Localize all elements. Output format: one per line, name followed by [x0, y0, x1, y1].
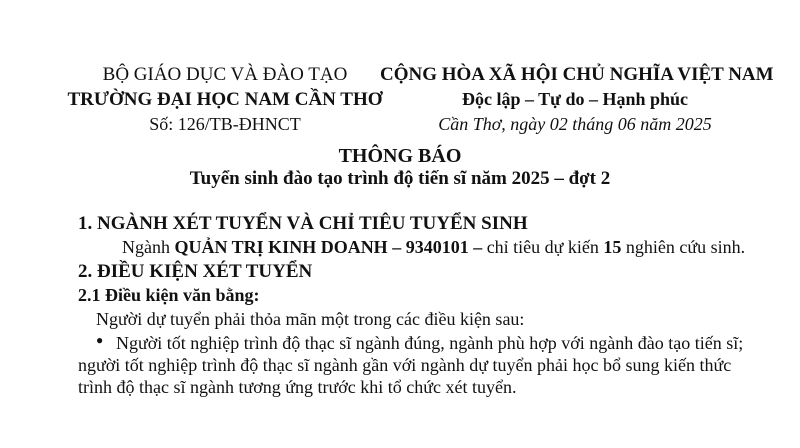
major-prefix: Ngành — [122, 237, 175, 257]
ministry-name: BỘ GIÁO DỤC VÀ ĐÀO TẠO — [102, 64, 348, 85]
bullet-icon: ● — [96, 333, 104, 347]
document-subtitle: Tuyển sinh đào tạo trình độ tiến sĩ năm 2025 – đợt 2 — [189, 168, 611, 189]
bullet-line-3: trình độ thạc sĩ ngành tương ứng trước khi tổ chức xét tuyển. — [78, 377, 517, 397]
section-2-1-heading: 2.1 Điều kiện văn bằng: — [78, 285, 260, 305]
document-number: Số: 126/TB-ĐHNCT — [149, 114, 301, 134]
section-2-heading: 2. ĐIỀU KIỆN XÉT TUYỂN — [78, 261, 313, 282]
section-1-body — [122, 237, 745, 258]
conditions-intro: Người dự tuyển phải thỏa mãn một trong các điều kiện sau: — [96, 309, 525, 329]
national-header-block — [380, 62, 774, 137]
quota-number: 15 — [603, 237, 622, 257]
quota-suffix: nghiên cứu sinh. — [621, 237, 746, 257]
place-date: Cần Thơ, ngày 02 tháng 06 năm 2025 — [438, 114, 712, 134]
major-name: QUẢN TRỊ KINH DOANH – 9340101 – — [174, 237, 483, 257]
issuing-organization-block — [60, 62, 390, 137]
section-1-heading: 1. NGÀNH XÉT TUYỂN VÀ CHỈ TIÊU TUYỂN SINH — [78, 213, 528, 234]
bullet-line-2: người tốt nghiệp trình độ thạc sĩ ngành gần với ngành dự tuyển phải học bổ sung kiến thức — [78, 355, 732, 375]
bullet-line-1: Người tốt nghiệp trình độ thạc sĩ ngành đúng, ngành phù hợp với ngành đào tạo tiến sĩ; — [116, 333, 744, 353]
school-name: TRƯỜNG ĐẠI HỌC NAM CẦN THƠ — [67, 89, 383, 110]
nation-name: CỘNG HÒA XÃ HỘI CHỦ NGHĨA VIỆT NAM — [380, 64, 774, 85]
quota-middle: chỉ tiêu dự kiến — [482, 237, 604, 257]
document-title: THÔNG BÁO — [338, 145, 462, 167]
national-motto: Độc lập – Tự do – Hạnh phúc — [461, 89, 689, 109]
